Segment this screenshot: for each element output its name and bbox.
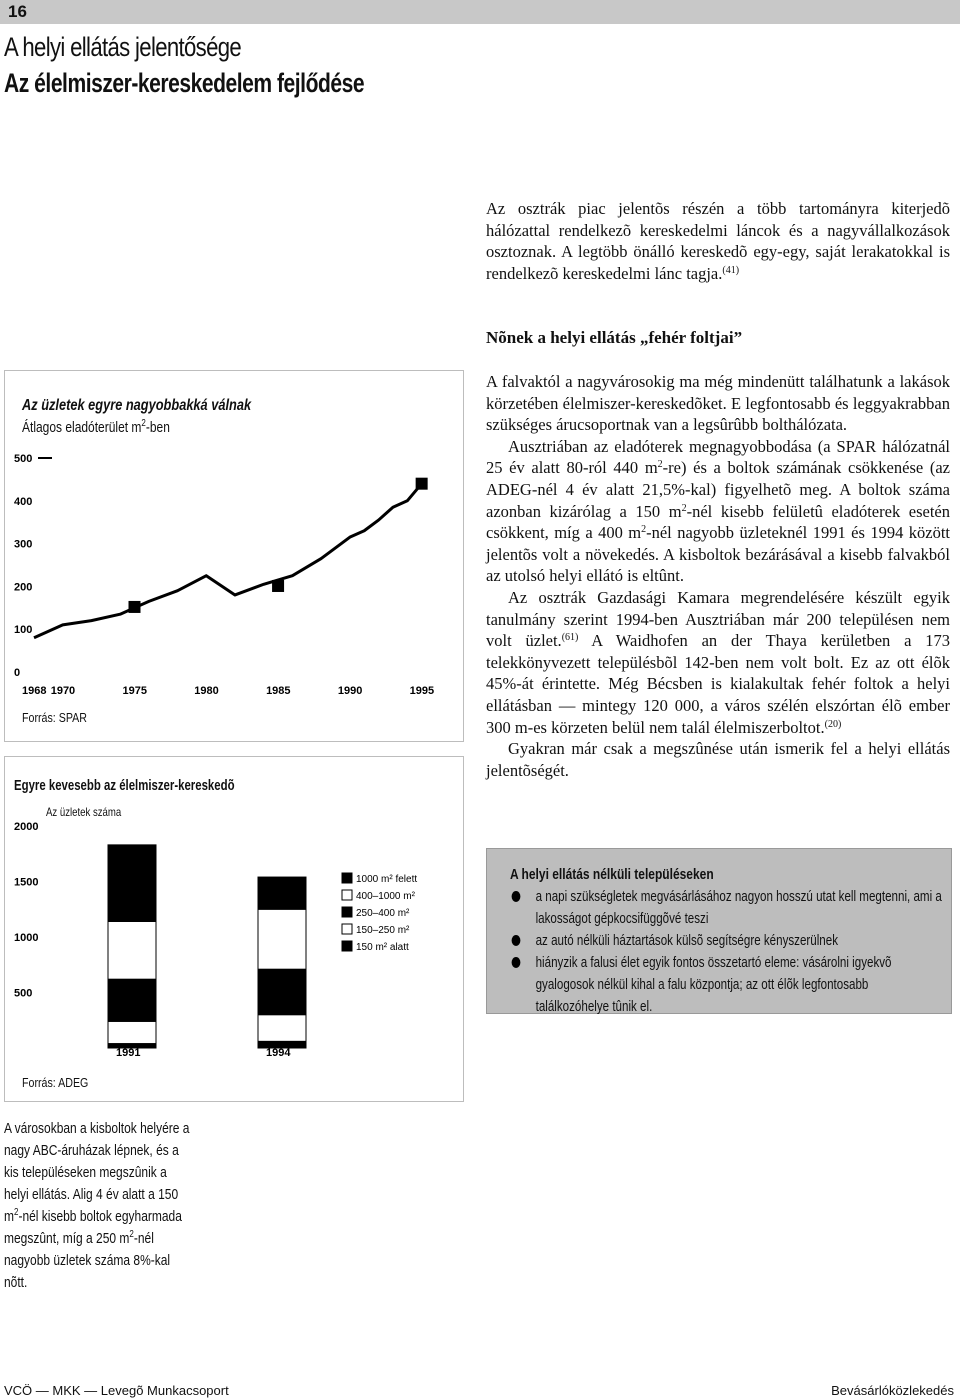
chart2-ytick-label: 500 bbox=[14, 987, 33, 1000]
chart2-bar-segment bbox=[108, 921, 156, 979]
chart1-title: Az üzletek egyre nagyobbakká válnak bbox=[22, 397, 252, 414]
chart1-xtick-label: 1995 bbox=[409, 685, 435, 697]
chart2-legend-swatch bbox=[342, 941, 352, 951]
intro-text: Az osztrák piac jelentõs részén a több tartományra kiterjedõ hálózattal rendelkezõ kereskedelmi láncok és a nagyvállalkozások osztoznak. A legtöbb önálló kereskedõ egy-egy, saját lerakatokkal is rendelkezõ kereskedelmi lánc tagja. bbox=[486, 199, 950, 283]
bullet-icon bbox=[512, 935, 521, 946]
body-p2: Ausztriában az eladóterek megnagyobbodása (a SPAR hálózatnál 25 év alatt 80-ról 440 $m^2-re$) és a boltok számának csökkenése (az ADEG-nél 4 év alatt 21,5%-kal) figyelhetõ meg. A boltok száma azonban kizárólag a 150 $m^2$-nél kisebb felületû eladóterek esetén csökkent, míg a 400 $m^2$-nél nagyobb üzleteknél 1991 és 1994 között jelentõs volt a növekedés. A kisboltok bezárásával a kisebb falvakból az utolsó helyi ellátó is eltûnt. bbox=[486, 436, 951, 586]
chart2-plot bbox=[4, 812, 460, 1060]
chart2-legend-label: 250–400 m² bbox=[356, 908, 410, 919]
chart2-legend-swatch bbox=[342, 924, 352, 934]
chart1-ytick-label: 200 bbox=[14, 581, 33, 594]
chart1-xtick-label: 1985 bbox=[266, 685, 291, 697]
chart1-subtitle: Átlagos eladóterület $m^2$-ben bbox=[22, 418, 170, 436]
chart1-ytick-label: 500 bbox=[14, 453, 33, 465]
figure-caption: A városokban a kisboltok helyére a nagy ABC-áruházak lépnek, és a kis településeken megszûnik a helyi ellátás. Alig 4 év alatt a 150 $m^2$-nél kisebb boltok egyharmada megszûnt, míg a 250 $m^2$-nél nagyobb üzletek száma 8%-kal nõtt. bbox=[4, 1120, 190, 1291]
page-number: 16 bbox=[8, 2, 27, 21]
bullet-icon bbox=[512, 957, 521, 968]
chart2-ytick-label: 2000 bbox=[14, 821, 39, 833]
chart2-source: Forrás: ADEG bbox=[22, 1075, 89, 1090]
chart2-legend-label: 1000 m² felett bbox=[356, 874, 418, 885]
chart2-ytick-label: 1000 bbox=[14, 932, 39, 944]
info-bullet: a napi szükségletek megvásárlásához nagyon hosszú utat kell megtenni, ami a lakosságot gépkocsifüggõvé teszi bbox=[510, 886, 942, 930]
chart2-legend-swatch bbox=[342, 873, 352, 883]
chart2-bar-segment bbox=[108, 979, 156, 1021]
info-box-content bbox=[510, 866, 942, 1018]
chart1-data-marker bbox=[129, 601, 141, 613]
intro-paragraph bbox=[486, 198, 950, 284]
chart1-data-marker bbox=[416, 478, 428, 490]
bullet-icon bbox=[512, 891, 521, 902]
chart2-xtick-label: 1994 bbox=[266, 1047, 291, 1059]
page-title: A helyi ellátás jelentősége bbox=[4, 32, 242, 62]
page-subtitle: Az élelmiszer-kereskedelem fejlődése bbox=[4, 68, 365, 98]
chart1-xtick-label: 1980 bbox=[194, 685, 219, 697]
chart1-series-line bbox=[34, 484, 422, 638]
chart2-bar-segment bbox=[258, 969, 306, 1015]
chart1-ytick-label: 100 bbox=[14, 624, 33, 637]
chart2-legend-label: 400–1000 m² bbox=[356, 891, 415, 902]
footer-right: Bevásárlóközlekedés bbox=[831, 1383, 954, 1398]
chart2-ytick-label: 1500 bbox=[14, 876, 39, 889]
chart2-legend-swatch bbox=[342, 907, 352, 917]
info-box-title: A helyi ellátás nélküli településeken bbox=[510, 866, 714, 883]
body-text bbox=[486, 371, 950, 781]
chart2-bar-segment bbox=[108, 845, 156, 922]
chart2-bar-segment bbox=[258, 909, 306, 969]
chart1-xtick-label: 1970 bbox=[50, 685, 76, 697]
body-p3: Az osztrák Gazdasági Kamara megrendelésére készült egyik tanulmány szerint 1994-ben Ausztriában már 200 településen nem volt üzlet.$^{(61)}$ A Waidhofen an der Thaya kerületben a 173 telekkönyvezett településbõl 142-ben nem volt bolt. Ez az ott élõk 45%-át érintette. Még Bécsben is kialakultak fehér foltok a helyi ellátásban — mintegy 120 000, a város szélén elszórtan élõ ember 300 m-es körzeten belül nem talál élelmiszerboltot.$^{(20)}$ bbox=[486, 587, 950, 737]
chart1-xtick-label: 1968 bbox=[22, 685, 47, 697]
chart2-legend-label: 150–250 m² bbox=[356, 925, 410, 936]
intro-ref: (41) bbox=[722, 264, 740, 276]
chart2-title: Egyre kevesebb az élelmiszer-kereskedõ bbox=[14, 777, 235, 794]
chart2-legend-label: 150 m² alatt bbox=[356, 942, 409, 953]
chart2-bar-segment bbox=[258, 1015, 306, 1042]
chart1-source: Forrás: SPAR bbox=[22, 710, 87, 725]
footer-left: VCÖ — MKK — Levegõ Munkacsoport bbox=[4, 1383, 229, 1398]
page-number-bar bbox=[0, 0, 960, 24]
chart1-ytick-label: 400 bbox=[14, 495, 33, 508]
body-p1: A falvaktól a nagyvárosokig ma még mindenütt találhatunk a lakások körzetében élelmiszer-kereskedõket. E legfontosabb és leggyakrabban szükséges árucsoportnak van a legsûrûbb bolthálózata. bbox=[486, 372, 950, 435]
info-bullet: az autó nélküli háztartások külsõ segítségre kényszerülnek bbox=[510, 930, 942, 952]
chart1-xtick-label: 1990 bbox=[337, 685, 363, 697]
chart2-bar-segment bbox=[258, 877, 306, 909]
chart1-ytick-label: 300 bbox=[14, 538, 33, 551]
chart1-data-marker bbox=[272, 580, 284, 592]
body-p4: Gyakran már csak a megszûnése után ismerik fel a helyi ellátás jelentõségét. bbox=[486, 739, 950, 780]
chart2-subtitle: Az üzletek száma bbox=[46, 805, 122, 819]
chart1-ytick-label: 0 bbox=[14, 667, 21, 679]
chart2-bar-segment bbox=[108, 1021, 156, 1043]
chart2-legend-swatch bbox=[342, 890, 352, 900]
chart1-plot bbox=[4, 440, 460, 702]
chart2-xtick-label: 1991 bbox=[116, 1047, 141, 1059]
chart1-xtick-label: 1975 bbox=[122, 685, 147, 697]
section-heading: Nõnek a helyi ellátás „fehér foltjai” bbox=[486, 328, 743, 347]
info-bullet: hiányzik a falusi élet egyik fontos összetartó eleme: vásárolni igyekvõ gyalogosok nélkül kihal a falu központja; az ott élõk legfontosabb találkozóhelye tûnik el. bbox=[510, 952, 942, 1018]
